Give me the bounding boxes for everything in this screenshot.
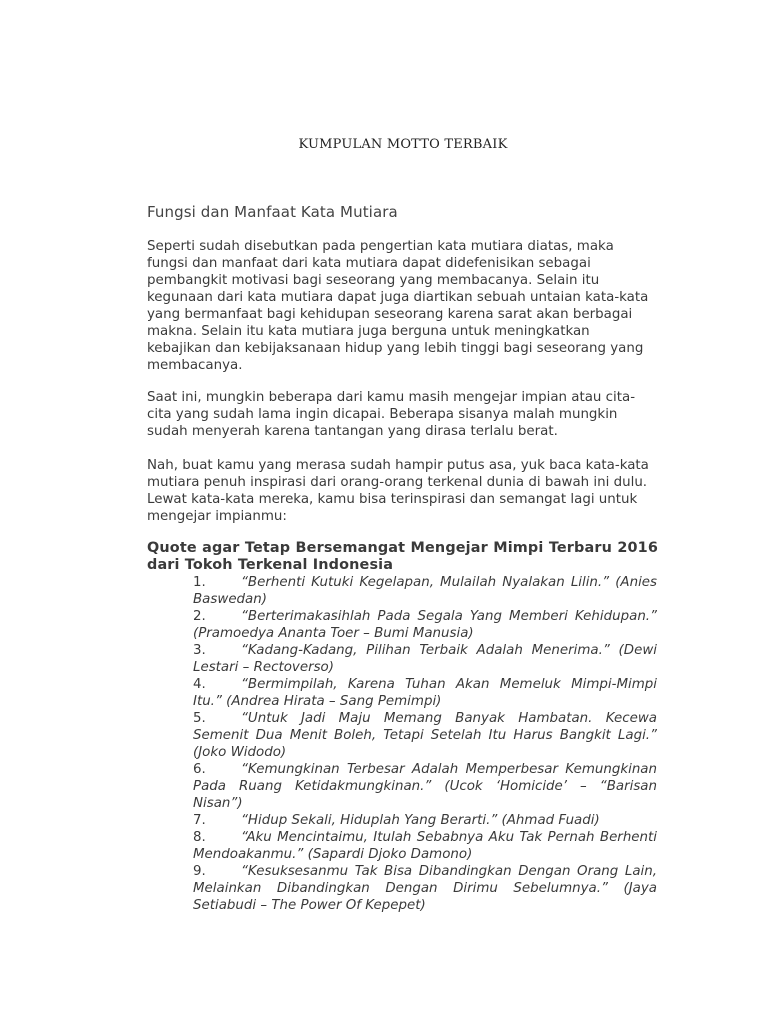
quote-text: “Kadang-Kadang, Pilihan Terbaik Adalah Menerima.” (Dewi Lestari – Rectoverso) <box>193 643 657 675</box>
list-item <box>193 642 657 676</box>
list-item <box>193 574 657 608</box>
quote-number: 8. <box>193 830 206 845</box>
quote-text: “Untuk Jadi Maju Memang Banyak Hambatan. Kecewa Semenit Dua Menit Boleh, Tetapi Setelah Itu Harus Bangkit Lagi.” (Joko Widodo) <box>193 711 657 760</box>
section-heading: Fungsi dan Manfaat Kata Mutiara <box>147 203 398 221</box>
quote-number: 3. <box>193 643 206 658</box>
list-item <box>193 608 657 642</box>
list-item <box>193 761 657 812</box>
quote-text: “Kesuksesanmu Tak Bisa Dibandingkan Dengan Orang Lain, Melainkan Dibandingkan Dengan Dirimu Sebelumnya.” (Jaya Setiabudi – The Power Of Kepepet) <box>193 864 657 913</box>
quote-text: “Kemungkinan Terbesar Adalah Memperbesar Kemungkinan Pada Ruang Ketidakmungkinan.” (Ucok ‘Homicide’ – “Barisan Nisan”) <box>193 762 657 811</box>
quote-text: “Berhenti Kutuki Kegelapan, Mulailah Nyalakan Lilin.” (Anies Baswedan) <box>193 575 657 607</box>
list-item <box>193 829 657 863</box>
quote-text: “Bermimpilah, Karena Tuhan Akan Memeluk Mimpi-Mimpi Itu.” (Andrea Hirata – Sang Pemimpi) <box>193 677 657 709</box>
quote-number: 4. <box>193 677 206 692</box>
list-item <box>193 812 657 829</box>
quote-number: 5. <box>193 711 206 726</box>
quote-number: 6. <box>193 762 206 777</box>
list-item <box>193 863 657 914</box>
quote-text: “Berterimakasihlah Pada Segala Yang Memberi Kehidupan.” (Pramoedya Ananta Toer – Bumi Manusia) <box>193 609 657 641</box>
paragraph-1: Seperti sudah disebutkan pada pengertian kata mutiara diatas, maka fungsi dan manfaat dari kata mutiara dapat didefenisikan sebagai pembangkit motivasi bagi seseorang yang membacanya. Selain itu kegunaan dari kata mutiara dapat juga diartikan sebuah untaian kata-kata yang bermanfaat bagi kehidupan seseorang karena sarat akan berbagai makna. Selain itu kata mutiara juga berguna untuk meningkatkan kebajikan dan kebijaksanaan hidup yang lebih tinggi bagi seseorang yang membacanya. <box>147 239 649 373</box>
list-item <box>193 710 657 761</box>
quote-number: 9. <box>193 864 206 879</box>
paragraph-2: Saat ini, mungkin beberapa dari kamu masih mengejar impian atau cita-cita yang sudah lama ingin dicapai. Beberapa sisanya malah mungkin sudah menyerah karena tantangan yang dirasa terlalu berat. <box>147 390 636 439</box>
quote-list <box>193 574 657 914</box>
quote-number: 1. <box>193 575 206 590</box>
paragraph-3: Nah, buat kamu yang merasa sudah hampir putus asa, yuk baca kata-kata mutiara penuh inspirasi dari orang-orang terkenal dunia di bawah ini dulu. Lewat kata-kata mereka, kamu bisa terinspirasi dan semangat lagi untuk mengejar impianmu: <box>147 458 649 524</box>
quote-text: “Hidup Sekali, Hiduplah Yang Berarti.” (Ahmad Fuadi) <box>241 813 600 828</box>
list-item <box>193 676 657 710</box>
quote-number: 2. <box>193 609 206 624</box>
quote-heading: Quote agar Tetap Bersemangat Mengejar Mimpi Terbaru 2016 dari Tokoh Terkenal Indonesia <box>147 540 658 573</box>
quote-text: “Aku Mencintaimu, Itulah Sebabnya Aku Tak Pernah Berhenti Mendoakanmu.” (Sapardi Djoko Damono) <box>193 830 657 862</box>
quote-number: 7. <box>193 813 206 828</box>
document-title: KUMPULAN MOTTO TERBAIK <box>298 137 508 152</box>
